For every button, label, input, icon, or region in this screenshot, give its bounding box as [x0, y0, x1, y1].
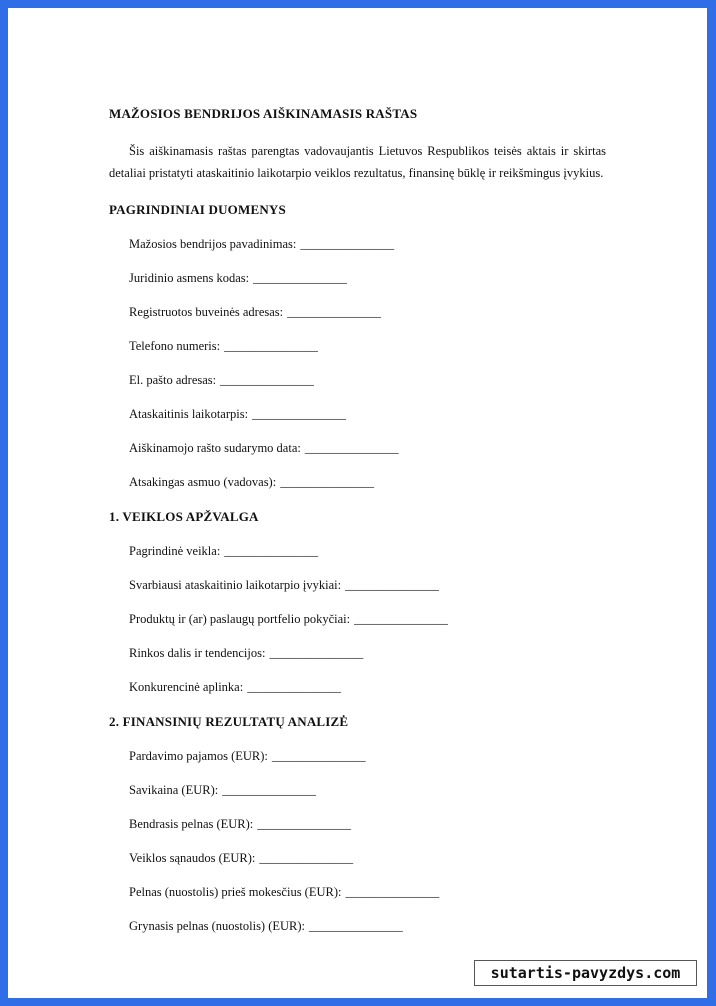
blank-line: _______________	[257, 817, 352, 831]
section-title-basic-data: PAGRINDINIAI DUOMENYS	[109, 202, 286, 217]
field-label: Mažosios bendrijos pavadinimas:	[129, 237, 297, 251]
document-title: MAŽOSIOS BENDRIJOS AIŠKINAMASIS RAŠTAS	[109, 106, 418, 121]
field-label: Grynasis pelnas (nuostolis) (EUR):	[129, 919, 306, 933]
field-label: Ataskaitinis laikotarpis:	[129, 407, 249, 421]
field-label: Veiklos sąnaudos (EUR):	[129, 851, 256, 865]
field-key-events	[109, 578, 606, 593]
blank-line: _______________	[224, 544, 319, 558]
blank-line: _______________	[287, 305, 381, 319]
field-preparation-date	[109, 441, 606, 456]
field-label: Aiškinamojo rašto sudarymo data:	[129, 441, 301, 455]
field-portfolio-changes	[109, 612, 606, 627]
blank-line: _______________	[224, 339, 318, 353]
field-label: El. pašto adresas:	[129, 373, 217, 387]
field-label: Telefono numeris:	[129, 339, 221, 353]
blank-line: _______________	[309, 919, 403, 933]
blank-line: _______________	[304, 441, 399, 455]
field-email	[109, 373, 606, 388]
field-profit-before-tax	[109, 885, 606, 900]
field-label: Pardavimo pajamos (EUR):	[129, 749, 268, 763]
blank-line: _______________	[280, 475, 374, 489]
field-operating-expenses	[109, 851, 606, 866]
watermark-site-link[interactable]: sutartis-pavyzdys.com	[474, 960, 697, 986]
blank-line: _______________	[354, 612, 448, 626]
field-responsible-person	[109, 475, 606, 490]
document-content	[109, 106, 606, 934]
field-cost-of-sales	[109, 783, 606, 798]
intro-paragraph: Šis aiškinamasis raštas parengtas vadovaujantis Lietuvos Respublikos teisės aktais ir skirtas detaliai pristatyti ataskaitinio laikotarpio veiklos rezultatus, finansinę būklę ir reikšmingus įvykius.	[109, 144, 606, 180]
field-label: Svarbiausi ataskaitinio laikotarpio įvykiai:	[129, 578, 342, 592]
field-main-activity	[109, 544, 606, 559]
field-market-share	[109, 646, 606, 661]
blank-line: _______________	[247, 680, 341, 694]
document-page	[8, 8, 707, 998]
field-label: Bendrasis pelnas (EUR):	[129, 817, 254, 831]
blank-line: _______________	[271, 749, 366, 763]
blank-line: _______________	[253, 271, 347, 285]
field-net-profit	[109, 919, 606, 934]
field-label: Savikaina (EUR):	[129, 783, 219, 797]
field-sales-revenue	[109, 749, 606, 764]
field-label: Pelnas (nuostolis) prieš mokesčius (EUR):	[129, 885, 342, 899]
blank-line: _______________	[345, 578, 439, 592]
field-label: Registruotos buveinės adresas:	[129, 305, 284, 319]
field-phone	[109, 339, 606, 354]
field-company-name	[109, 237, 606, 252]
blank-line: _______________	[300, 237, 395, 251]
field-label: Juridinio asmens kodas:	[129, 271, 250, 285]
blank-line: _______________	[345, 885, 440, 899]
blank-line: _______________	[222, 783, 316, 797]
field-address	[109, 305, 606, 320]
field-label: Atsakingas asmuo (vadovas):	[129, 475, 277, 489]
blank-line: _______________	[220, 373, 314, 387]
section-title-financial-analysis: 2. FINANSINIŲ REZULTATŲ ANALIZĖ	[109, 714, 349, 729]
field-label: Konkurencinė aplinka:	[129, 680, 244, 694]
field-label: Rinkos dalis ir tendencijos:	[129, 646, 266, 660]
field-label: Produktų ir (ar) paslaugų portfelio pokyčiai:	[129, 612, 351, 626]
field-reporting-period	[109, 407, 606, 422]
section-title-activity-overview: 1. VEIKLOS APŽVALGA	[109, 509, 259, 524]
field-competition	[109, 680, 606, 695]
blank-line: _______________	[269, 646, 364, 660]
field-gross-profit	[109, 817, 606, 832]
blank-line: _______________	[259, 851, 354, 865]
blank-line: _______________	[252, 407, 346, 421]
field-legal-code	[109, 271, 606, 286]
field-label: Pagrindinė veikla:	[129, 544, 221, 558]
